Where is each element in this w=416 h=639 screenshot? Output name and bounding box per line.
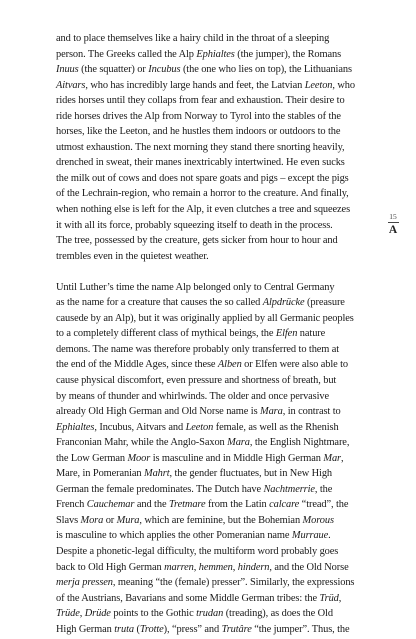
text-run: back to Old High German [56,561,165,573]
text-line [56,528,378,544]
text-run: and to place themselves like a hairy child in the throat of a sleeping [56,33,330,44]
text-run: High German [56,623,115,635]
italic-term: merja pressen [56,577,113,589]
italic-term: trudan [196,608,224,620]
text-run: utmost exhaustion. The next morning they stand there snorting heavily, [56,141,345,153]
text-run: German the female predominates. The Dutch have [56,483,264,495]
text-run: , who has incredibly large hands and feet, the Latvian [85,79,305,91]
text-run: horses, like the Leeton, and he hustles them indoors or outdoors to the [56,126,341,138]
text-run: the milk out of cows and does not spare goats and pigs – except the pigs [56,172,349,184]
text-line [56,420,378,436]
italic-term: Ephialtes [56,421,95,433]
text-run: , the English Nightmare, [249,437,350,449]
text-run: as the name for a creature that causes the so called [56,297,263,309]
text-run: ), “press” and [163,623,222,635]
section-letter: A [388,224,398,236]
text-run: Mare, in Pomeranian [56,468,145,480]
text-run: is masculine and in Middle High German [150,452,324,464]
italic-term: Ephialtes [196,48,235,60]
text-run: French [56,499,87,511]
text-run: , Incubus, Aitvars and [94,421,186,433]
text-run: , in contrast to [282,406,341,418]
text-line [56,389,378,405]
text-line [56,93,378,109]
text-run: nature [297,328,326,340]
text-run: . [328,530,331,542]
paragraph-2 [56,280,378,638]
italic-term: Mora [80,514,104,526]
italic-term: Trüd [319,592,339,604]
text-run: The tree, possessed by the creature, gets sicker from hour to hour and [56,235,338,247]
paragraph-break [56,264,378,280]
text-run: points to the Gothic [110,608,197,620]
text-run: , and the Old Norse [269,561,349,573]
text-run: “tread”, the [299,499,349,511]
text-line [56,622,378,638]
text-run: , [338,592,342,604]
text-line [56,326,378,342]
italic-term: Trotte [139,623,164,635]
italic-term: marren [164,561,194,573]
text-line [56,575,378,591]
text-line [56,544,378,560]
text-run: already Old High German and Old Norse name is [56,406,261,418]
text-line [56,435,378,451]
text-line [56,140,378,156]
text-line [56,357,378,373]
italic-term: Alben [217,359,242,371]
text-run: ( [133,623,140,635]
italic-term: Elfen [275,328,298,340]
text-run: it with all its force, probably squeezing itself to death in the process. [56,219,333,231]
italic-term: Inuus [56,64,79,76]
italic-term: Mura [116,514,140,526]
text-run: or [103,514,117,526]
text-line [56,373,378,389]
text-line [56,186,378,202]
text-run: when nothing else is left for the Alp, it even clutches a tree and squeezes [56,204,351,216]
text-line [56,591,378,607]
text-line [56,513,378,529]
text-line [56,62,378,78]
text-run: , meaning “the (female) presser”. Similarly, the expressions [112,577,355,589]
italic-term: Alpdrücke [262,297,305,309]
text-run: the Low German [56,452,128,464]
margin-marker [385,212,401,236]
text-run: , [232,561,238,573]
text-line [56,404,378,420]
text-line [56,109,378,125]
text-run: (treading), as does the Old [223,608,333,620]
italic-term: Morous [302,514,334,526]
text-run: or Elfen were also able to [241,359,349,371]
text-run: female, as well as the Rhenish [213,421,339,433]
text-line [56,606,378,622]
italic-term: Drüde [84,608,111,620]
text-run: Franconian Mahr, while the Anglo-Saxon [56,437,228,449]
italic-term: Mar [323,452,341,464]
italic-term: Leeton [185,421,214,433]
italic-term: hindern [237,561,270,573]
italic-term: Trutâre [221,623,252,635]
text-run: (the squatter) or [78,64,149,76]
text-run: rides horses until they collaps from fear and exhaustion. Their desire to [56,95,345,107]
italic-term: Mara [260,406,283,418]
text-line [56,451,378,467]
text-run: from the Latin [205,499,270,511]
text-line [56,311,378,327]
text-run: , which are feminine, but the Bohemian [139,514,303,526]
text-run: drenched in sweat, their manes inextricably intertwined. He even sucks [56,157,345,169]
text-run: trembles even in the quietest weather. [56,250,209,262]
italic-term: Moor [127,452,151,464]
text-run: , who [332,79,355,91]
italic-term: Mahrt [144,468,170,480]
text-line [56,218,378,234]
text-line [56,202,378,218]
text-run: to a completely different class of mythical beings, the [56,328,276,340]
text-run: the end of the Middle Ages, since these [56,359,218,371]
text-line [56,280,378,296]
text-run: , the [314,483,333,495]
italic-term: Nachtmerrie [263,483,315,495]
text-line [56,47,378,63]
text-run: (the one who lies on top), the Lithuanians [180,64,352,76]
text-line [56,249,378,265]
text-line [56,560,378,576]
text-line [56,31,378,47]
italic-term: hemmen [198,561,233,573]
page-number: 15 [389,212,397,221]
text-run: is masculine to which applies the other Pomeranian name [56,530,292,542]
text-line [56,124,378,140]
text-line [56,295,378,311]
text-run: cause physical discomfort, even pressure and shortness of breath, but [56,374,337,386]
italic-term: Leeton [304,79,333,91]
italic-term: Tretmare [168,499,206,511]
italic-term: truta [114,623,134,635]
italic-term: Mara [227,437,250,449]
text-line [56,171,378,187]
text-run: Despite a phonetic-legal difficulty, the multiform word probably goes [56,546,339,557]
text-run: , [193,561,199,573]
text-run: of the Austrians, Bavarians and some Middle German tribes: the [56,592,320,604]
text-line [56,78,378,94]
italic-term: Cauchemar [86,499,135,511]
text-run: Until Luther’s time the name Alp belonged only to Central Germany [56,281,335,293]
italic-term: Trüde [56,608,80,620]
text-line [56,155,378,171]
text-run: “the jumper”. Thus, the [251,623,350,635]
text-line [56,466,378,482]
text-run: of the Lechrain-region, who remain a horror to the creature. And finally, [56,188,349,200]
italic-term: Aitvars [56,79,86,91]
paragraph-1 [56,31,378,264]
text-run: demons. The name was therefore probably only transferred to them at [56,343,340,355]
marker-rule [388,222,399,223]
text-run: (the jumper), the Romans [234,48,342,60]
italic-term: Murraue [291,530,329,542]
text-run: person. The Greeks called the Alp [56,48,197,60]
italic-term: calcare [269,499,300,511]
text-run: (preasure [304,297,345,309]
text-run: ride horses drives the Alp from Norway to Tyrol into the stables of the [56,110,341,122]
text-line [56,233,378,249]
text-run: causede by an Alp), but it was originally applied by all Germanic peoples [56,312,354,324]
text-run: and the [134,499,169,511]
text-line [56,497,378,513]
text-line [56,482,378,498]
body-text [56,31,378,637]
text-run: Slavs [56,514,81,526]
text-run: , the gender fluctuates, but in New High [169,468,333,480]
text-run: by means of thunder and whirlwinds. The older and once pervasive [56,390,330,402]
text-line [56,342,378,358]
italic-term: Incubus [148,64,181,76]
text-run: , [79,608,85,620]
text-run: , [341,452,344,464]
